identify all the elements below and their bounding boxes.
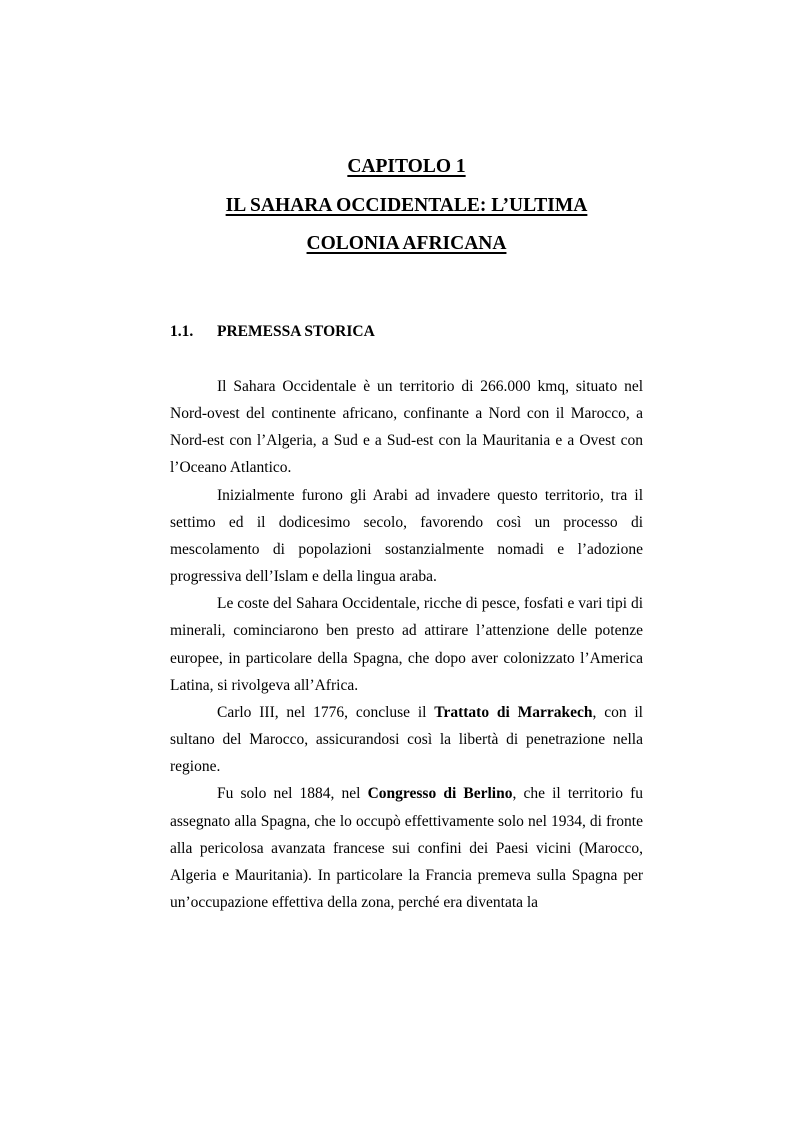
chapter-heading [0, 148, 793, 264]
congress-name: Congresso di Berlino [367, 785, 513, 803]
section-title: PREMESSA STORICA [217, 323, 375, 340]
chapter-title-line-1: IL SAHARA OCCIDENTALE: L’ULTIMA [225, 194, 588, 216]
paragraph-text: , che il territorio fu assegnato alla Spagna, che lo occupò effettivamente solo nel 1934, di fronte alla pericolosa avanzata francese sui confini dei Paesi vicini (Marocco, Algeria e Mauritania). In particolare la Francia premeva sulla Spagna per un’occupazione effettiva della zona, perché era diventata la [170, 785, 643, 911]
paragraph [170, 780, 643, 916]
section-number: 1.1. [170, 323, 194, 340]
paragraph: Inizialmente furono gli Arabi ad invadere questo territorio, tra il settimo ed il dodicesimo secolo, favorendo così un processo di mescolamento di popolazioni sostanzialmente nomadi e l’adozione progressiva dell’Islam e della lingua araba. [170, 486, 643, 586]
paragraph [170, 699, 643, 780]
section-heading [170, 321, 650, 343]
treaty-name: Trattato di Marrakech [434, 703, 593, 721]
body-text [170, 373, 643, 916]
paragraph: Le coste del Sahara Occidentale, ricche di pesce, fosfati e vari tipi di minerali, cominciarono ben presto ad attirare l’attenzione delle potenze europee, in particolare della Spagna, che dopo aver colonizzato l’America Latina, si rivolgeva all’Africa. [170, 595, 643, 694]
chapter-title-line-2: COLONIA AFRICANA [306, 233, 507, 254]
paragraph-text: , con il sultano del Marocco, assicurandosi così la libertà di penetrazione nella regione. [170, 703, 643, 776]
paragraph-text: Fu solo nel 1884, nel [217, 785, 368, 803]
paragraph: Il Sahara Occidentale è un territorio di 266.000 kmq, situato nel Nord-ovest del continente africano, confinante a Nord con il Marocco, a Nord-est con l’Algeria, a Sud e a Sud-est con la Mauritania e a Ovest con l’Oceano Atlantico. [170, 378, 643, 477]
chapter-number: CAPITOLO 1 [347, 156, 466, 177]
paragraph-text: Carlo III, nel 1776, concluse il [217, 703, 435, 721]
